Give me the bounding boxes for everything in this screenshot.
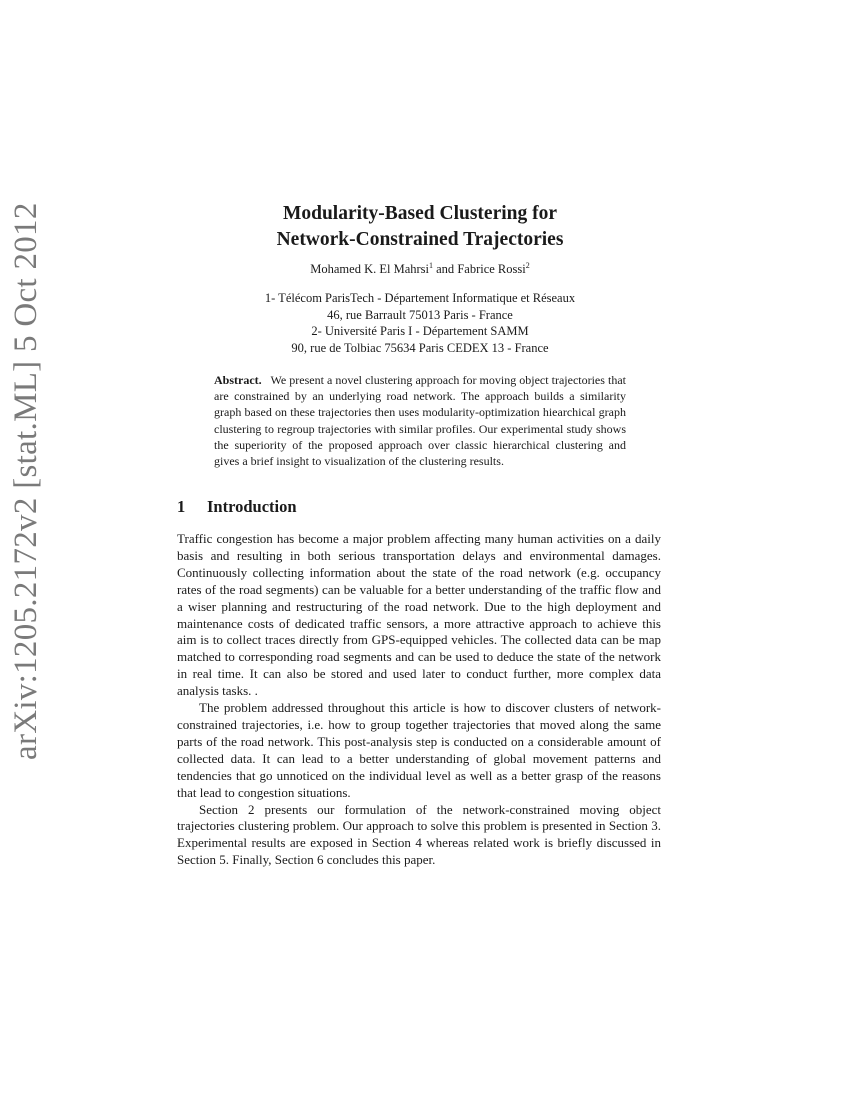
abstract-label: Abstract.	[214, 373, 262, 387]
body-paragraph: Section 2 presents our formulation of the network-constrained moving object trajectories clustering problem. Our approach to solve this problem is presented in Section 3. Experimental results are exposed in Section 4 whereas related work is briefly discussed in Section 5. Finally, Section 6 concludes this paper.	[177, 801, 661, 868]
affiliation-2	[175, 323, 665, 357]
abstract	[214, 372, 626, 469]
paper-title-line-2: Network-Constrained Trajectories	[276, 229, 564, 250]
abstract-text: We present a novel clustering approach for moving object trajectories that are constrained by an underlying road network. The approach builds a similarity graph based on these trajectories then uses modularity-optimization hiearchical graph clustering to regroup trajectories with similar profiles. Our experimental study shows the superiority of the proposed approach over classic hierarchical clustering and gives a brief insight to visualization of the clustering results.	[214, 373, 626, 469]
author-list	[175, 261, 665, 277]
body-paragraph: Traffic congestion has become a major problem affecting many human activities on a daily basis and resulting in both serious transportation delays and environmental damages. Continuously collecting information about the state of the road network (e.g. occupancy rates of the road segments) can be valuable for a better understanding of the traffic flow and a wiser planning and restructuring of the road network. Due to the high deployment and maintenance costs of dedicated traffic sensors, a more attractive approach to achieve this aim is to collect traces directly from GPS-equipped vehicles. The collected data can be map matched to corresponding road segments and can be used to deduce the state of the network in real time. It can also be stored and used later to conduct further, more complex data analysis tasks. .	[177, 531, 661, 699]
arxiv-identifier-stamp: arXiv:1205.2172v2 [stat.ML] 5 Oct 2012	[8, 202, 44, 760]
affiliation-marker: 1	[429, 261, 433, 270]
affiliation-marker: 2	[525, 261, 530, 270]
introduction-body	[177, 531, 661, 869]
section-number: 1	[177, 497, 186, 516]
author-name: Fabrice Rossi	[457, 262, 526, 276]
author-conjunction: and	[433, 262, 458, 276]
section-heading	[177, 496, 297, 518]
affiliation-address: 46, rue Barrault 75013 Paris - France	[327, 308, 513, 322]
affiliation-institution: 1- Télécom ParisTech - Département Informatique et Réseaux	[264, 291, 576, 305]
affiliation-institution: 2- Université Paris I - Département SAMM	[311, 324, 529, 338]
affiliation-1	[175, 290, 665, 324]
paper-title-line-1: Modularity-Based Clustering for	[282, 203, 558, 224]
section-title: Introduction	[207, 497, 297, 516]
paper-title	[175, 201, 665, 253]
body-paragraph: The problem addressed throughout this article is how to discover clusters of network-constrained trajectories, i.e. how to group together trajectories that moved along the same parts of the road network. This post-analysis step is conducted on a considerable amount of collected data. It can lead to a better understanding of global movement patterns and tendencies that go unnoticed on the individual level as well as a better grasp of the reasons that lead to congestion situations.	[177, 700, 661, 800]
affiliation-address: 90, rue de Tolbiac 75634 Paris CEDEX 13 - France	[291, 341, 549, 355]
author-name: Mohamed K. El Mahrsi	[310, 262, 429, 276]
